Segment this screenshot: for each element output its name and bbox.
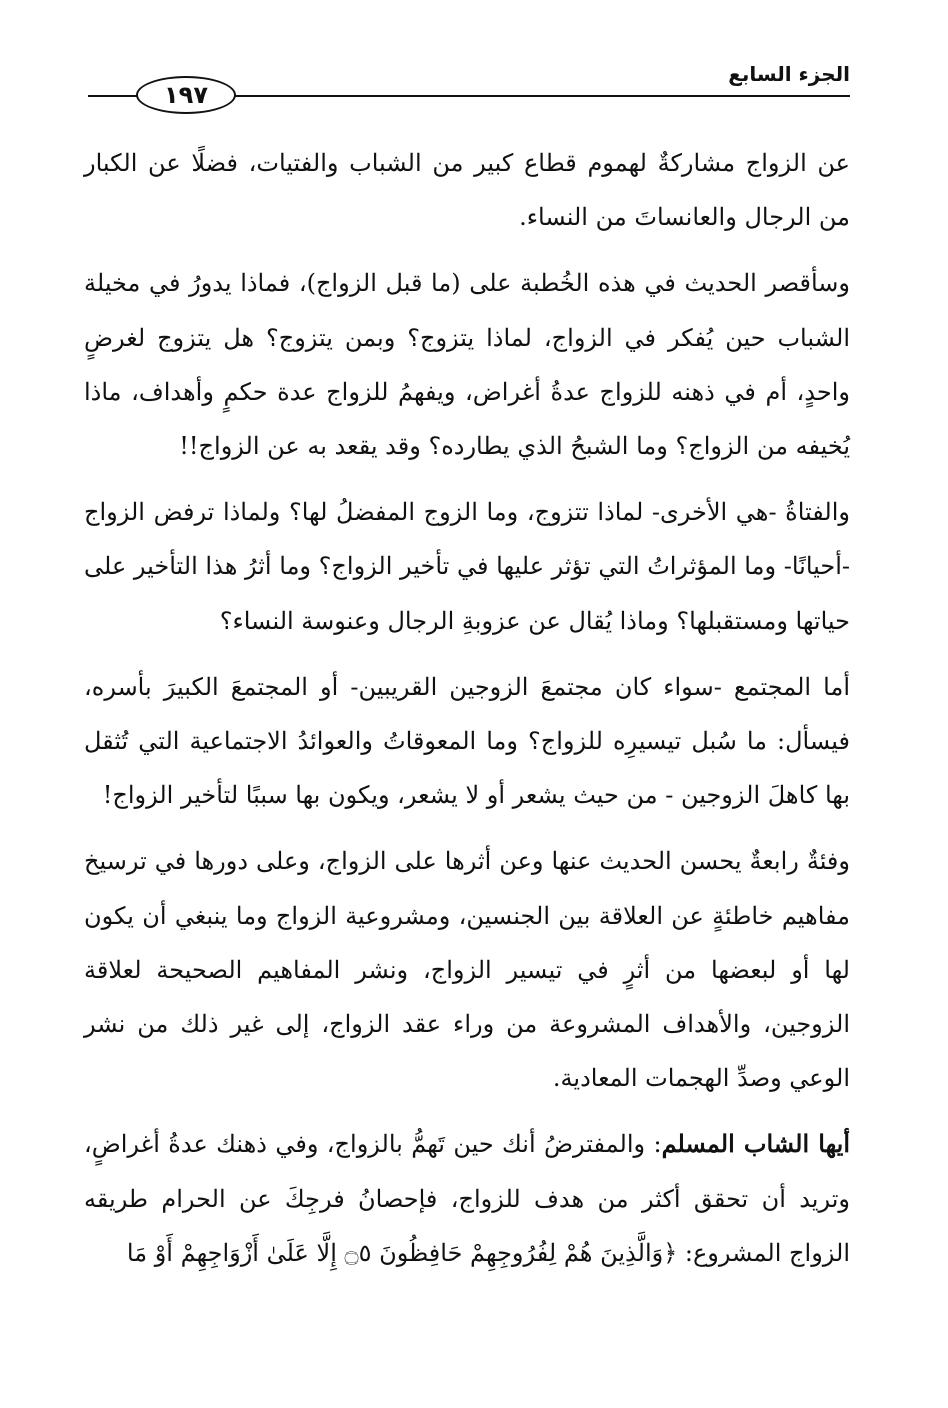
running-header-title: الجزء السابع xyxy=(728,62,850,86)
paragraph-text: أما المجتمع -سواء كان مجتمعَ الزوجين القريبين- أو المجتمعَ الكبيرَ بأسره، فيسأل: ما سُبل تيسيرِه للزواج؟ وما المعوقاتُ والعوائدُ الاجتماعية التي تُثقل بها كاهلَ الزوجين - من حيث يشعر أو لا يشعر، ويكون بها سببًا لتأخير الزواج! xyxy=(84,672,850,810)
paragraph-lead: أيها الشاب المسلم xyxy=(661,1129,850,1159)
paragraph xyxy=(84,1117,850,1280)
paragraph-text: والفتاةُ -هي الأخرى- لماذا تتزوج، وما الزوج المفضلُ لها؟ ولماذا ترفض الزواج -أحيانًا- وما المؤثراتُ التي تؤثر عليها في تأخير الزواج؟ وما أثرُ هذا التأخير على حياتها ومستقبلها؟ وماذا يُقال عن عزوبةِ الرجال وعنوسة النساء؟ xyxy=(84,498,850,635)
page-number: ١٩٧ xyxy=(136,76,236,114)
paragraph xyxy=(84,136,850,244)
paragraph xyxy=(84,834,850,1105)
paragraph-text: : والمفترضُ أنك حين تَهمُّ بالزواج، وفي ذهنك عدةُ أغراضٍ، وتريد أن تحقق أكثر من هدف للزواج، فإحصانُ فرجِكَ عن الحرام طريقه الزواج المشروع: ﴿وَالَّذِينَ هُمْ لِفُرُوجِهِمْ حَافِظُونَ ۝٥ إِلَّا عَلَىٰ أَزْوَاجِهِمْ أَوْ مَا xyxy=(84,1130,851,1267)
paragraph xyxy=(84,485,850,648)
page-header xyxy=(88,58,850,108)
body-text xyxy=(84,136,850,1292)
paragraph-text: وفئةٌ رابعةٌ يحسن الحديث عنها وعن أثرها على الزواج، وعلى دورها في ترسيخ مفاهيم خاطئةٍ عن العلاقة بين الجنسين، ومشروعية الزواج وما ينبغي أن يكون لها أو لبعضها من أثرٍ في تيسير الزواج، ونشر المفاهيم الصحيحة لعلاقة الزوجين، والأهداف المشروعة من وراء عقد الزواج، إلى غير ذلك من نشر الوعي وصدِّ الهجمات المعادية. xyxy=(84,847,850,1093)
paragraph-text: عن الزواج مشاركةٌ لهموم قطاع كبير من الشباب والفتيات، فضلًا عن الكبار من الرجال والعانساتَ من النساء. xyxy=(84,149,850,232)
paragraph xyxy=(84,256,850,473)
paragraph xyxy=(84,660,850,823)
paragraph-text: وسأقصر الحديث في هذه الخُطبة على (ما قبل الزواج)، فماذا يدورُ في مخيلة الشباب حين يُفكر في الزواج، لماذا يتزوج؟ وبمن يتزوج؟ هل يتزوج لغرضٍ واحدٍ، أم في ذهنه للزواج عدةُ أغراض، ويفهمُ للزواج عدة حكمٍ وأهداف، ماذا يُخيفه من الزواج؟ وما الشبحُ الذي يطارده؟ وقد يقعد به عن الزواج!! xyxy=(84,269,850,461)
